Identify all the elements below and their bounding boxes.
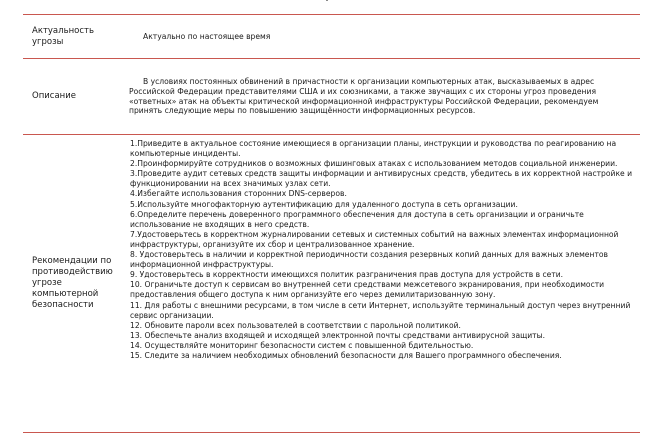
recommendation-item: 5.Используйте многофакторную аутентификацию для удаленного доступа в сеть организации.: [130, 199, 518, 209]
description-cell: [121, 59, 640, 134]
recommendation-item: 15. Следите за наличием необходимых обновлений безопасности для Вашего программного обеспечения.: [130, 350, 562, 360]
threat-relevance-row: [23, 15, 640, 59]
recommendation-item: 7.Удостоверьтесь в корректном журналировании сетевых и системных событий на важных элементах информационной инфраструктуры, организуйте их сбор и централизованное хранение.: [130, 229, 619, 249]
recommendations-row: [23, 135, 640, 433]
recommendation-item: 14. Осуществляйте мониторинг безопасности систем с повышенной бдительностью.: [130, 340, 474, 350]
threat-relevance-value: Актуально по настоящее время: [143, 31, 271, 41]
threat-relevance-label: Актуальность угрозы: [32, 25, 94, 47]
recommendation-item: 12. Обновите пароли всех пользователей в соответствии с парольной политикой.: [130, 320, 461, 330]
cropped-heading-fragment: [322, 0, 332, 2]
recommendation-item: 8. Удостоверьтесь в наличии и корректной периодичности создания резервных копий данных для важных элементов информационной инфраструктуры.: [130, 250, 608, 270]
recommendation-item: 6.Определите перечень доверенного программного обеспечения для доступа в сеть организации и ограничьте использование не входящих в него средств.: [130, 209, 584, 229]
recommendations-list: [121, 135, 640, 432]
threat-info-table: [23, 14, 640, 433]
recommendation-item: 10. Ограничьте доступ к сервисам во внутренней сети средствами межсетевого экранирования, при необходимости предоставления общего доступа к ним организуйте его через демилитаризованную зону.: [130, 280, 605, 300]
recommendation-item: 11. Для работы с внешними ресурсами, в том числе в сети Интернет, используйте терминальный доступ через внутренний сервис организации.: [130, 300, 631, 320]
recommendation-item: 9. Удостоверьтесь в корректности имеющихся политик разграничения прав доступа для устройств в сети.: [130, 270, 564, 280]
recommendation-item: 13. Обеспечьте анализ входящей и исходящей электронной почты средствами антивирусной защиты.: [130, 330, 546, 340]
recommendation-item: 1.Приведите в актуальное состояние имеющиеся в организации планы, инструкции и руководства по реагированию на компьютерные инциденты.: [130, 139, 617, 159]
description-label: Описание: [32, 91, 76, 101]
description-row: [23, 59, 640, 135]
recommendation-item: 4.Избегайте использования сторонних DNS-серверов.: [130, 189, 347, 199]
recommendations-label: Рекомендации по противодействию угрозе компьютерной безопасности: [32, 256, 113, 310]
recommendation-item: 3.Проведите аудит сетевых средств защиты информации и антивирусных средств, убедитесь в их корректной настройке и функционировании на всех значимых узлах сети.: [130, 169, 633, 189]
description-text: В условиях постоянных обвинений в причастности к организации компьютерных атак, высказываемых в адрес Российской Федерации представителями США и их союзниками, а также звучащих с их стороны угроз проведения «ответных» атак на объекты критической информационной инфраструктуры Российской Федерации, рекомендуем принять следующие меры по повышению защищённости информационных ресурсов.: [129, 77, 599, 116]
recommendation-item: 2.Проинформируйте сотрудников о возможных фишинговых атаках с использованием методов социальной инженерии.: [130, 159, 618, 169]
